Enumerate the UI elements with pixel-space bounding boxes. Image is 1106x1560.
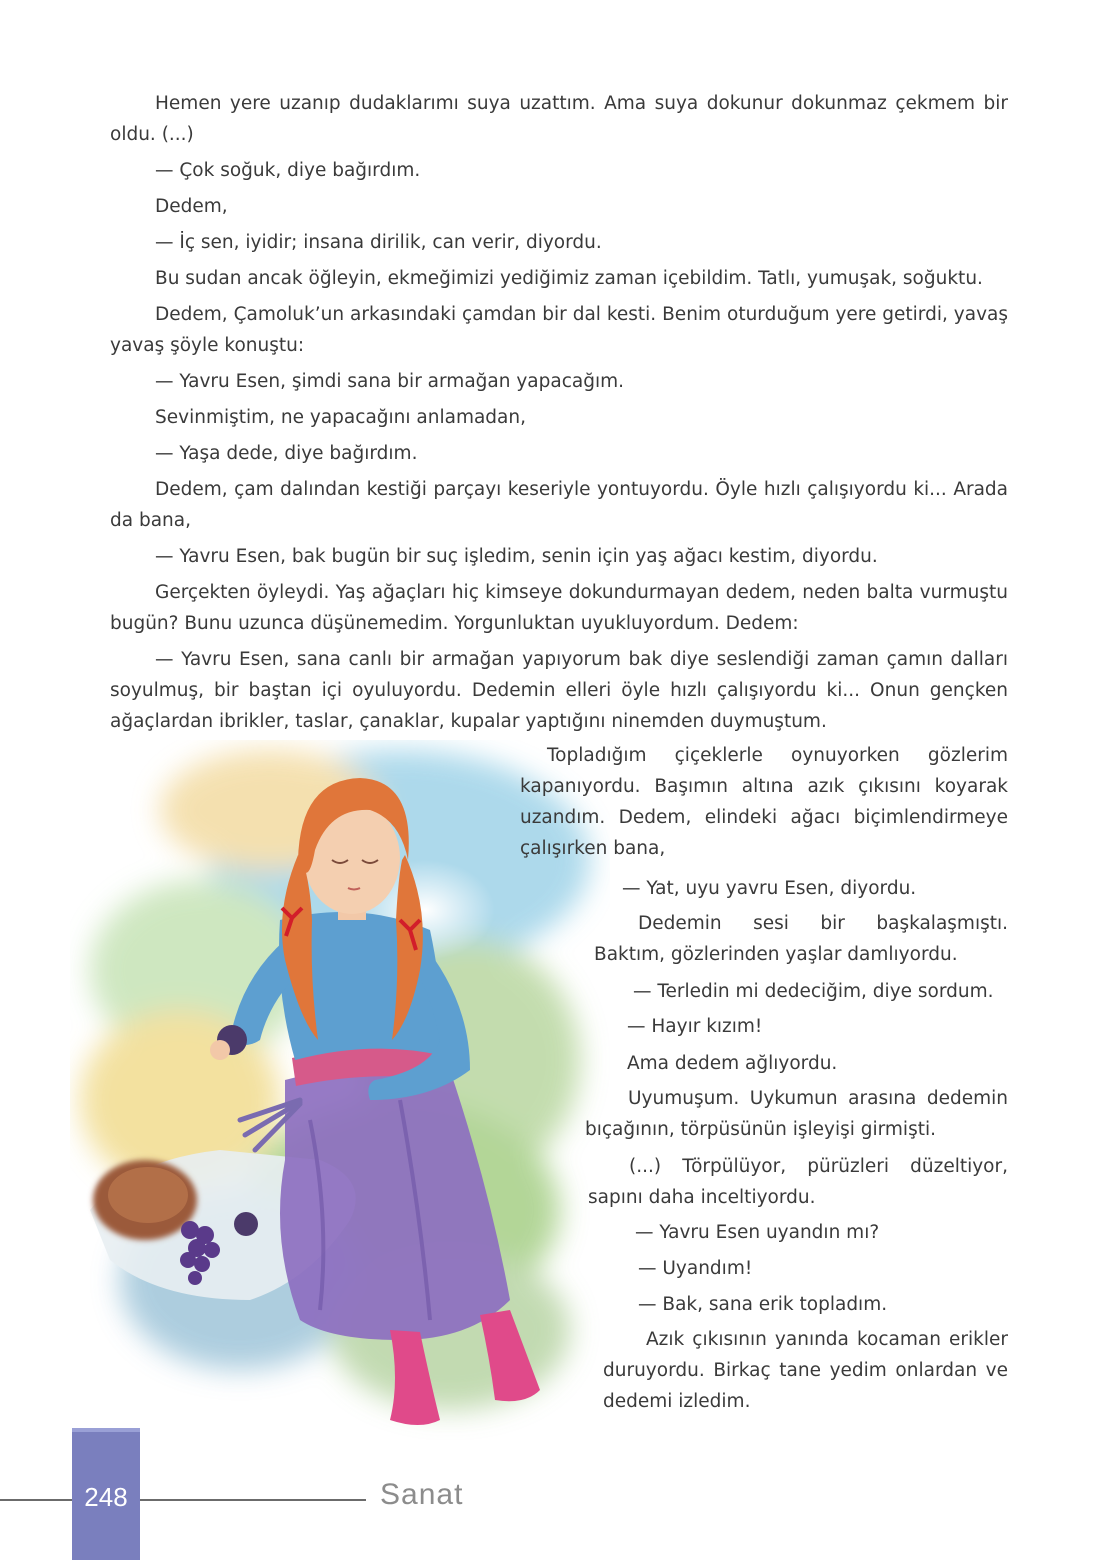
story-text-top	[110, 88, 1008, 742]
paragraph: — Yaşa dede, diye bağırdım.	[155, 443, 418, 464]
paragraph: Ama dedem ağlıyordu.	[627, 1053, 838, 1074]
paragraph: — Bak, sana erik topladım.	[638, 1294, 888, 1315]
paragraph: Sevinmiştim, ne yapacağını anlamadan,	[155, 407, 526, 428]
paragraph: — Yavru Esen, sana canlı bir armağan yapıyorum bak diye seslendiği zaman çamın dalları soyulmuş, bir baştan içi oyuluyordu. Dedemin elleri öyle hızlı çalışıyordu ki... Onun gençken ağaçlardan ibrikler, taslar, çanaklar, kupalar yaptığını ninemden duymuştum.	[110, 649, 1008, 732]
paragraph: Topladığım çiçeklerle oynuyorken gözlerim kapanıyordu. Başımın altına azık çıkısını koyarak uzandım. Dedem, elindeki ağacı biçimlendirmeye çalışırken bana,	[520, 745, 1008, 859]
paragraph: Bu sudan ancak öğleyin, ekmeğimizi yediğimiz zaman içebildim. Tatlı, yumuşak, soğuktu.	[155, 268, 983, 289]
paragraph: Dedemin sesi bir başkalaşmıştı. Baktım, gözlerinden yaşlar damlıyordu.	[594, 913, 1008, 965]
paragraph: — Yavru Esen uyandın mı?	[635, 1222, 880, 1243]
paragraph: Dedem,	[155, 196, 228, 217]
footer-rule	[140, 1499, 366, 1501]
paragraph: — Uyandım!	[638, 1258, 753, 1279]
paragraph: — Yavru Esen, şimdi sana bir armağan yapacağım.	[155, 371, 624, 392]
paragraph: — Terledin mi dedeciğim, diye sordum.	[633, 981, 994, 1002]
paragraph: — İç sen, iyidir; insana dirilik, can verir, diyordu.	[155, 232, 602, 253]
paragraph: — Çok soğuk, diye bağırdım.	[155, 160, 421, 181]
paragraph: Gerçekten öyleydi. Yaş ağaçları hiç kimseye dokundurmayan dedem, neden balta vurmuştu bugün? Bunu uzunca düşünemedim. Yorgunluktan uyukluyordum. Dedem:	[110, 582, 1008, 634]
paragraph: — Yat, uyu yavru Esen, diyordu.	[622, 878, 917, 899]
paragraph: — Hayır kızım!	[627, 1016, 763, 1037]
paragraph: (...) Törpülüyor, pürüzleri düzeltiyor, sapını daha inceltiyordu.	[588, 1156, 1008, 1208]
paragraph: Dedem, çam dalından kestiği parçayı keseriyle yontuyordu. Öyle hızlı çalışıyordu ki... Arada da bana,	[110, 479, 1008, 531]
paragraph: — Yavru Esen, bak bugün bir suç işledim, senin için yaş ağacı kestim, diyordu.	[155, 546, 878, 567]
paragraph: Dedem, Çamoluk’un arkasındaki çamdan bir dal kesti. Benim oturduğum yere getirdi, yavaş yavaş şöyle konuştu:	[110, 304, 1008, 356]
footer-rule-left	[0, 1499, 72, 1501]
paragraph: Azık çıkısının yanında kocaman erikler duruyordu. Birkaç tane yedim onlardan ve dedemi izledim.	[603, 1329, 1008, 1412]
paragraph: Hemen yere uzanıp dudaklarımı suya uzattım. Ama suya dokunur dokunmaz çekmem bir oldu. (...)	[110, 93, 1008, 145]
page-number: 248	[84, 1482, 128, 1512]
subject-title: Sanat	[380, 1478, 464, 1511]
paragraph: Uyumuşum. Uykumun arasına dedemin bıçağının, törpüsünün işleyişi girmişti.	[585, 1088, 1008, 1140]
